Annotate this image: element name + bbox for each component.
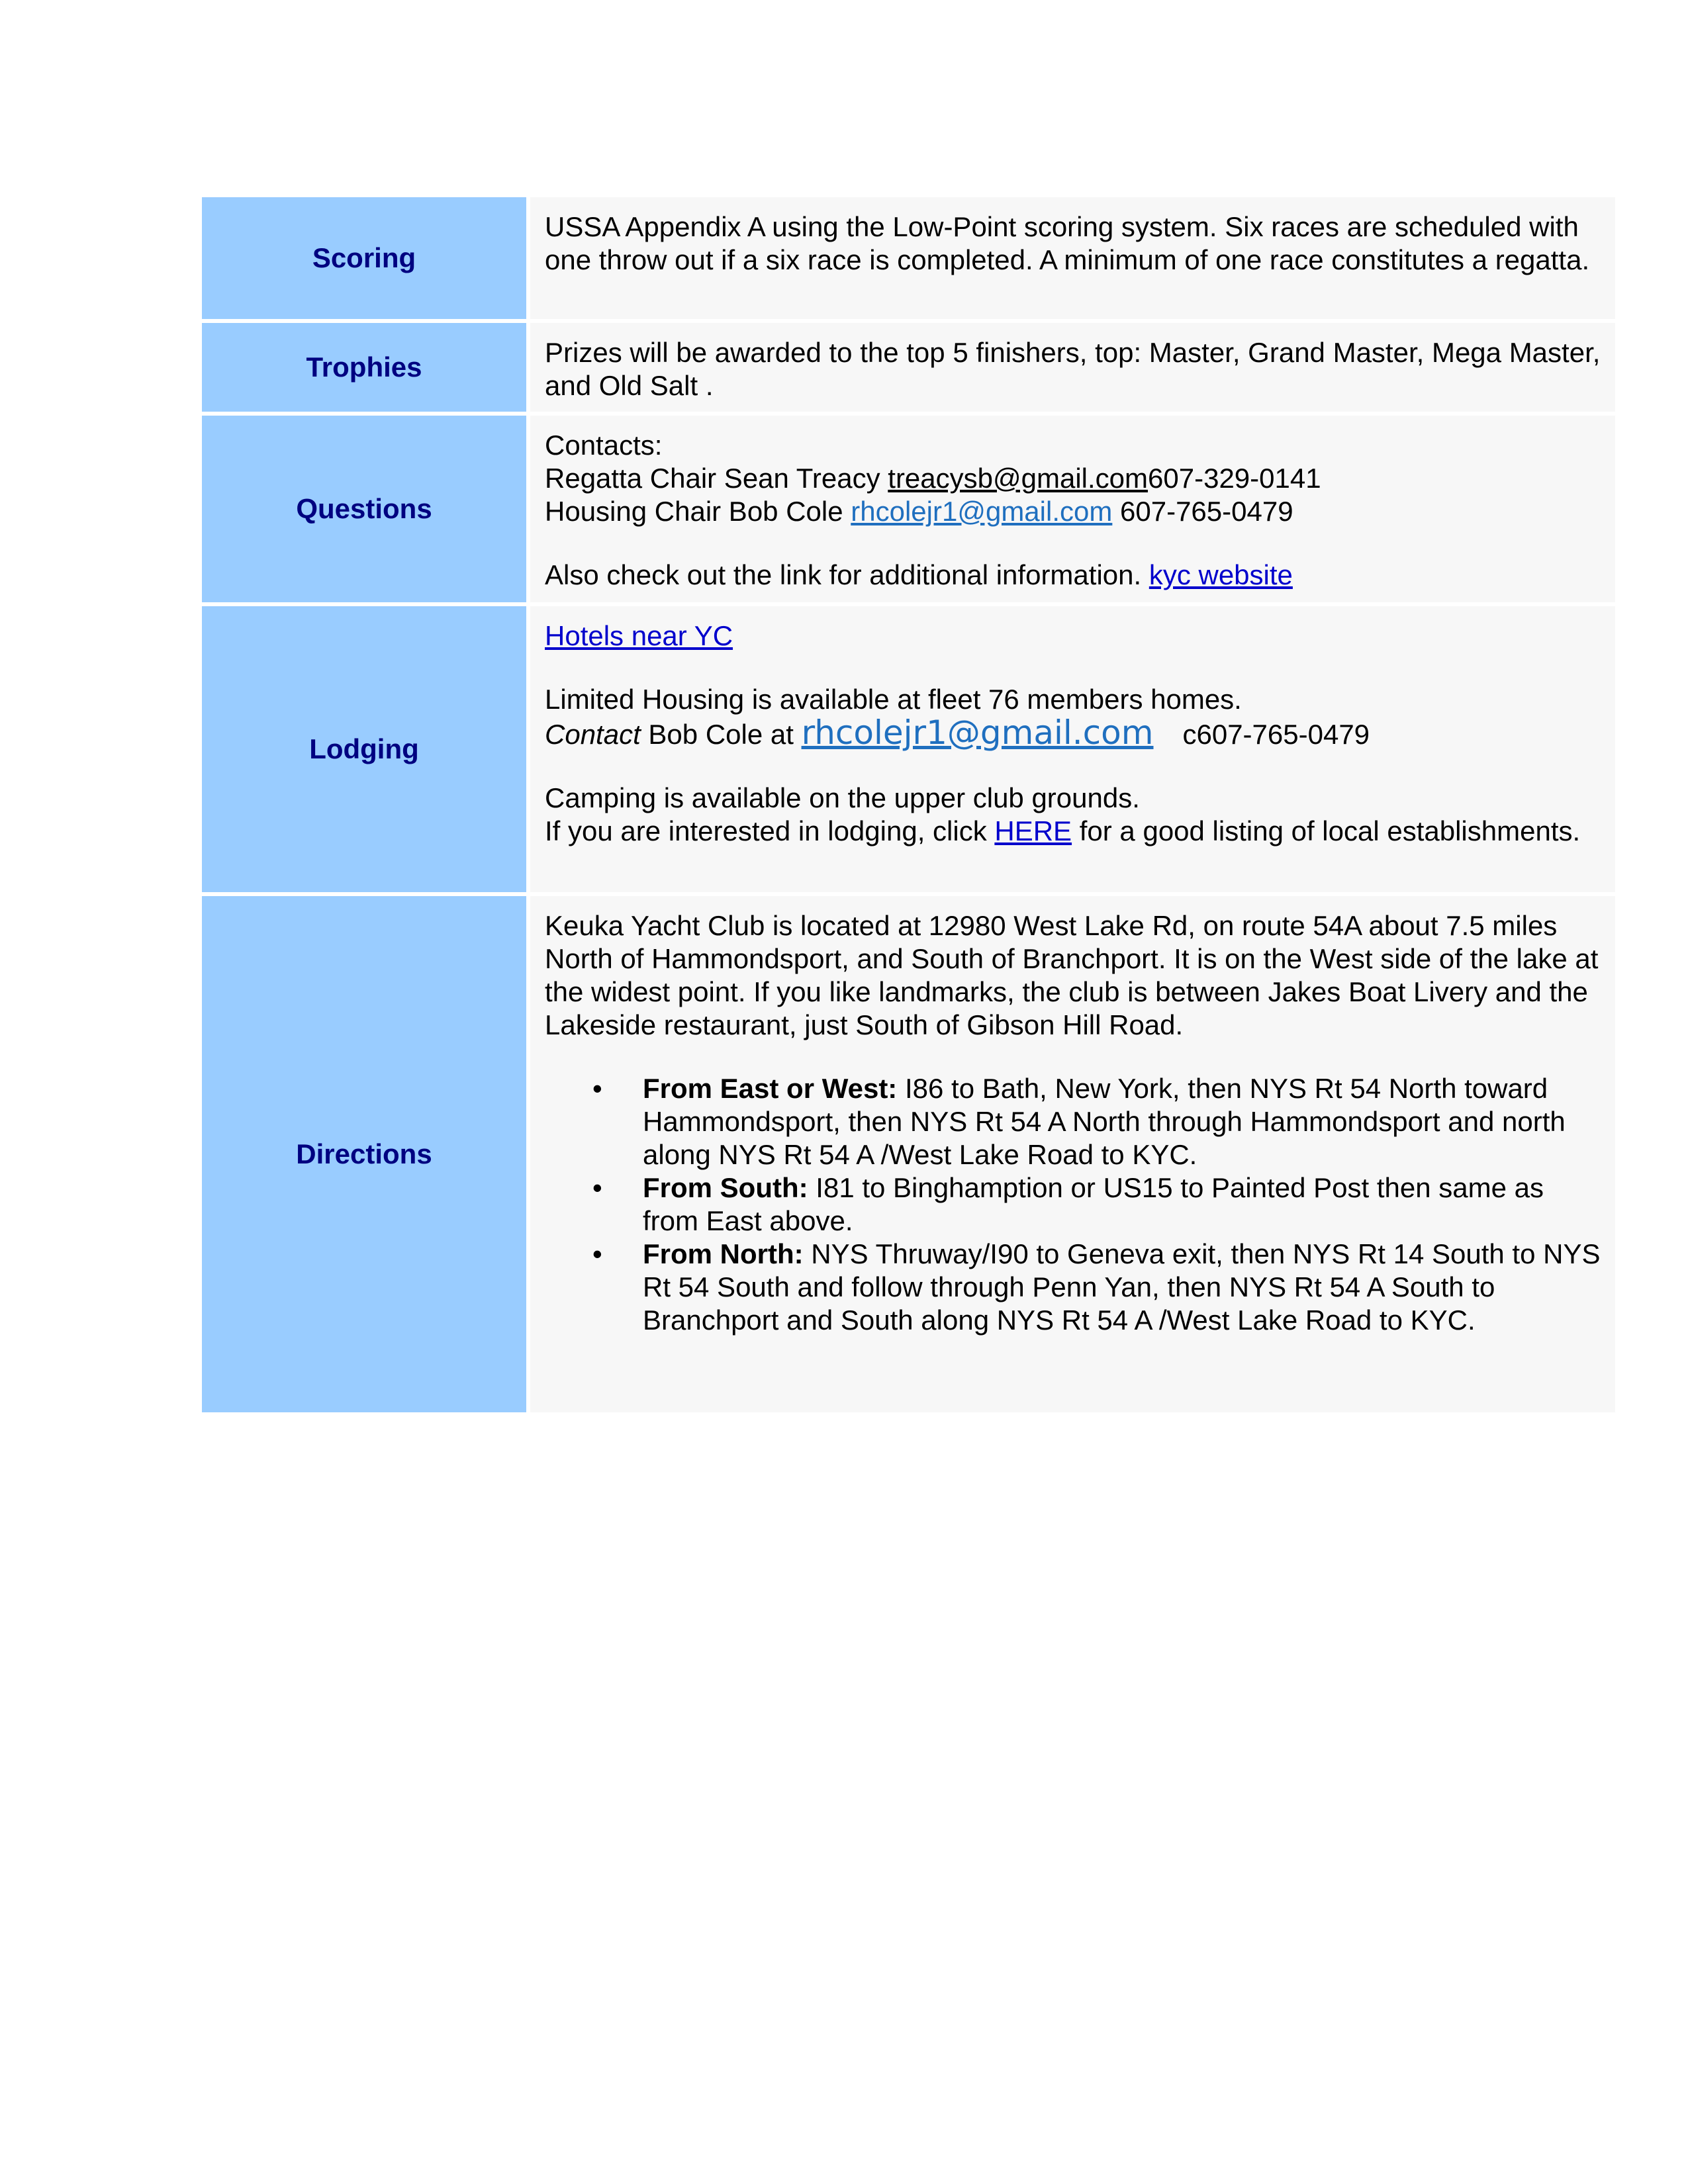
direction-text: NYS Thruway/I90 to Geneva exit, then NYS Rt 14 South to NYS Rt 54 South and follow through Penn Yan, then NYS Rt 54 A South to Branchport and South along NYS Rt 54 A /West Lake Road to KYC. [643, 1238, 1601, 1336]
lodging-label: Lodging [202, 606, 530, 892]
interested-suffix: for a good listing of local establishments. [1072, 815, 1581, 846]
list-item [643, 1072, 1603, 1171]
row-trophies [202, 323, 1615, 416]
also-check-line [545, 559, 1603, 592]
limited-housing-text: Limited Housing is available at fleet 76 members homes. [545, 684, 1242, 715]
here-link[interactable]: HERE [994, 815, 1072, 846]
list-item [643, 1238, 1603, 1337]
lodging-email-link[interactable]: rhcolejr1@gmail.com [801, 713, 1154, 752]
contact-italic: Contact [545, 719, 641, 750]
trophies-content [530, 323, 1615, 412]
questions-label: Questions [202, 416, 530, 602]
row-scoring [202, 197, 1615, 323]
camping-text: Camping is available on the upper club grounds. [545, 782, 1140, 813]
also-check-text: Also check out the link for additional information. [545, 559, 1149, 590]
contacts-heading: Contacts: [545, 430, 663, 461]
interested-prefix: If you are interested in lodging, click [545, 815, 995, 846]
housing-chair-line [545, 495, 1603, 528]
row-lodging [202, 606, 1615, 896]
directions-content [530, 896, 1615, 1412]
kyc-website-link[interactable]: kyc website [1149, 559, 1293, 590]
direction-heading: From North: [643, 1238, 804, 1269]
regatta-chair-name: Regatta Chair Sean Treacy [545, 463, 888, 494]
spacer [545, 528, 1603, 559]
hotels-line [545, 619, 1603, 653]
contact-line [545, 713, 1603, 752]
lodging-phone: c607-765-0479 [1182, 719, 1370, 750]
regatta-info-table [202, 197, 1615, 1412]
row-directions [202, 896, 1615, 1412]
regatta-chair-phone: 607-329-0141 [1148, 463, 1321, 494]
list-item [643, 1171, 1603, 1238]
direction-heading: From South: [643, 1172, 808, 1203]
trophies-label: Trophies [202, 323, 530, 412]
scoring-text: USSA Appendix A using the Low-Point scoring system. Six races are scheduled with one throw out if a six race is completed. A minimum of one race constitutes a regatta. [545, 211, 1590, 275]
scoring-label: Scoring [202, 197, 530, 319]
row-questions [202, 416, 1615, 606]
housing-chair-name: Housing Chair Bob Cole [545, 496, 851, 527]
regatta-chair-line [545, 462, 1603, 495]
contact-name: Bob Cole at [640, 719, 802, 750]
hotels-near-yc-link[interactable]: Hotels near YC [545, 620, 733, 651]
scoring-content [530, 197, 1615, 319]
directions-label: Directions [202, 896, 530, 1412]
direction-heading: From East or West: [643, 1073, 898, 1104]
questions-content [530, 416, 1615, 602]
spacer [545, 751, 1603, 782]
spacer [545, 1042, 1603, 1072]
directions-list [545, 1072, 1603, 1337]
directions-intro: Keuka Yacht Club is located at 12980 West Lake Rd, on route 54A about 7.5 miles North of Hammondsport, and South of Branchport. It is on the West side of the lake at the widest point. If you like landmarks, the club is between Jakes Boat Livery and the Lakeside restaurant, just South of Gibson Hill Road. [545, 910, 1599, 1040]
spacer [545, 653, 1603, 683]
housing-chair-email-link[interactable]: rhcolejr1@gmail.com [851, 496, 1113, 527]
housing-chair-phone: 607-765-0479 [1112, 496, 1293, 527]
trophies-text: Prizes will be awarded to the top 5 finishers, top: Master, Grand Master, Mega Master, and Old Salt . [545, 337, 1601, 401]
interested-line [545, 815, 1603, 848]
direction-text: I81 to Binghamption or US15 to Painted Post then same as from East above. [643, 1172, 1544, 1236]
direction-text: I86 to Bath, New York, then NYS Rt 54 North toward Hammondsport, then NYS Rt 54 A North through Hammondsport and north along NYS Rt 54 A /West Lake Road to KYC. [643, 1073, 1566, 1170]
regatta-chair-email-link[interactable]: treacysb@gmail.com [888, 463, 1149, 494]
lodging-content [530, 606, 1615, 892]
